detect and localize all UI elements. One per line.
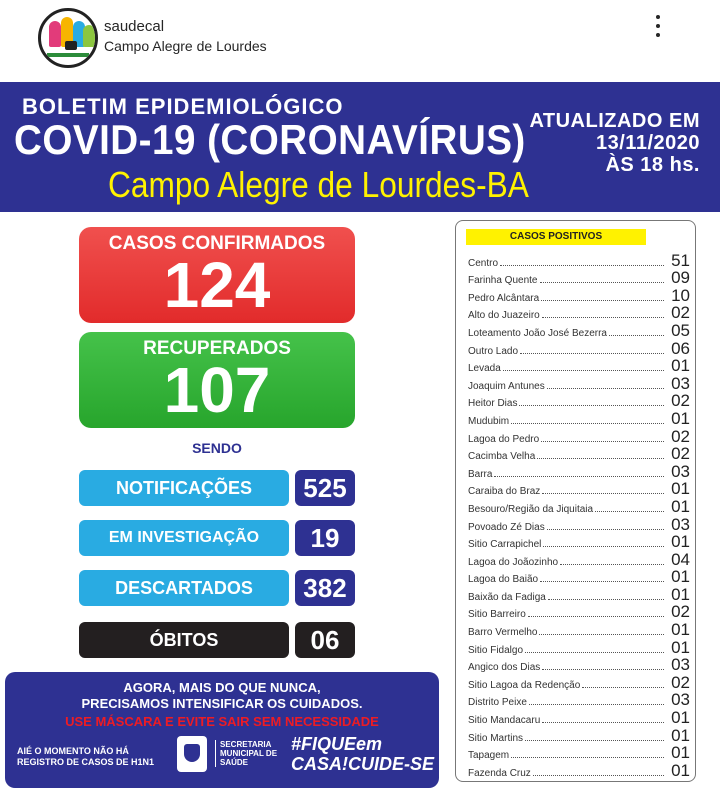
more-options-icon[interactable]	[650, 12, 666, 44]
dot-leader	[520, 353, 664, 354]
dot-leader	[511, 757, 664, 758]
hashtag-line-1: #FIQUEem	[291, 734, 383, 754]
list-item	[468, 251, 690, 269]
dot-leader	[542, 722, 664, 723]
list-item	[468, 515, 690, 533]
list-item	[468, 357, 690, 375]
post-location[interactable]: Campo Alegre de Lourdes	[104, 38, 267, 54]
investigation-label: EM INVESTIGAÇÃO	[79, 520, 289, 556]
case-count: 03	[671, 655, 690, 675]
account-avatar[interactable]	[38, 8, 98, 68]
positive-cases-panel	[455, 220, 696, 782]
locality-name: Fazenda Cruz	[468, 767, 531, 779]
health-dept-line-3: SAÚDE	[220, 758, 249, 767]
dot-leader	[609, 335, 664, 336]
case-count: 02	[671, 444, 690, 464]
case-count: 01	[671, 760, 690, 780]
case-count: 05	[671, 320, 690, 340]
locality-name: Sitio Mandacaru	[468, 715, 541, 727]
dot-leader	[541, 441, 664, 442]
notifications-label: NOTIFICAÇÕES	[79, 470, 289, 506]
hashtag-line-2: CASA!CUIDE-SE	[291, 754, 435, 774]
h1n1-notice	[17, 746, 154, 768]
dot-leader	[540, 282, 665, 283]
list-item	[468, 374, 690, 392]
locality-name: Sitio Barreiro	[468, 609, 526, 621]
logo-figure-icon	[83, 25, 95, 47]
dot-leader	[525, 652, 664, 653]
campaign-line-2: PRECISAMOS INTENSIFICAR OS CUIDADOS.	[81, 696, 363, 711]
h1n1-line-1: AIÉ O MOMENTO NÃO HÁ	[17, 746, 129, 756]
municipal-seal-icon	[177, 736, 207, 772]
case-count: 01	[671, 708, 690, 728]
dot-leader	[560, 564, 664, 565]
list-item	[468, 339, 690, 357]
locality-name: Sitio Carrapichel	[468, 539, 542, 551]
case-count: 01	[671, 408, 690, 428]
case-count: 03	[671, 690, 690, 710]
locality-name: Lagoa do Baião	[468, 574, 539, 586]
locality-name: Loteamento João José Bezerra	[468, 327, 607, 339]
dot-leader	[500, 265, 664, 266]
list-item	[468, 620, 690, 638]
dot-leader	[494, 476, 664, 477]
locality-name: Cacimba Velha	[468, 451, 536, 463]
case-count: 02	[671, 672, 690, 692]
case-count: 04	[671, 549, 690, 569]
campaign-line-3: USE MÁSCARA E EVITE SAIR SEM NECESSIDADE	[65, 714, 379, 729]
case-count: 09	[671, 268, 690, 288]
logo-figure-icon	[49, 21, 61, 47]
locality-name: Alto do Juazeiro	[468, 310, 540, 322]
locality-name: Joaquim Antunes	[468, 380, 545, 392]
health-department	[215, 740, 277, 767]
list-item	[468, 603, 690, 621]
health-dept-line-1: SECRETARIA	[220, 740, 272, 749]
dot-leader	[543, 546, 664, 547]
list-item	[468, 708, 690, 726]
dot-leader	[582, 687, 664, 688]
locality-name: Outro Lado	[468, 345, 519, 357]
list-item	[468, 533, 690, 551]
locality-name: Sitio Fidalgo	[468, 644, 524, 656]
locality-name: Povoado Zé Dias	[468, 521, 545, 533]
locality-name: Levada	[468, 363, 501, 375]
dot-leader	[542, 493, 664, 494]
dot-leader	[511, 423, 664, 424]
list-item	[468, 585, 690, 603]
case-count: 03	[671, 373, 690, 393]
logo-tv-icon	[65, 41, 77, 50]
notifications-value: 525	[295, 470, 355, 506]
case-count: 01	[671, 637, 690, 657]
locality-name: Sitio Martins	[468, 732, 524, 744]
locality-name: Centro	[468, 257, 499, 269]
list-item	[468, 638, 690, 656]
list-item	[468, 269, 690, 287]
dot-leader	[528, 616, 664, 617]
list-item	[468, 568, 690, 586]
case-count: 01	[671, 743, 690, 763]
dot-leader	[537, 458, 664, 459]
locality-name: Sitio Lagoa da Redenção	[468, 679, 581, 691]
health-dept-line-2: MUNICIPAL DE	[220, 749, 278, 758]
list-item	[468, 462, 690, 480]
bulletin-city: Campo Alegre de Lourdes-BA	[108, 164, 529, 205]
dot-leader	[529, 704, 664, 705]
confirmed-label: CASOS CONFIRMADOS	[108, 233, 326, 254]
investigation-value: 19	[295, 520, 355, 556]
list-item	[468, 480, 690, 498]
list-item	[468, 286, 690, 304]
case-count: 01	[671, 496, 690, 516]
h1n1-line-2: REGISTRO DE CASOS DE H1N1	[17, 757, 155, 767]
case-count: 01	[671, 532, 690, 552]
dot-leader	[595, 511, 664, 512]
updated-label: ATUALIZADO EM	[529, 110, 700, 132]
list-item	[468, 673, 690, 691]
locality-name: Baixão da Fadiga	[468, 591, 546, 603]
positive-cases-list	[468, 251, 690, 779]
case-count: 06	[671, 338, 690, 358]
recovered-value: 107	[163, 354, 271, 426]
dot-leader	[542, 669, 664, 670]
updated-time: ÀS 18 hs.	[605, 154, 700, 176]
list-item	[468, 409, 690, 427]
list-item	[468, 497, 690, 515]
case-count: 02	[671, 602, 690, 622]
campaign-box	[5, 672, 439, 788]
list-item	[468, 445, 690, 463]
case-count: 01	[671, 356, 690, 376]
bulletin-subtitle: BOLETIM EPIDEMIOLÓGICO	[22, 94, 344, 119]
list-item	[468, 427, 690, 445]
post-header	[0, 0, 720, 82]
locality-name: Lagoa do Pedro	[468, 433, 540, 445]
deaths-value: 06	[295, 622, 355, 658]
locality-name: Caraiba do Braz	[468, 486, 541, 498]
dot-leader	[540, 581, 664, 582]
dot-leader	[548, 599, 664, 600]
bulletin-title: COVID-19 (CORONAVÍRUS)	[14, 116, 526, 163]
dot-leader	[525, 740, 664, 741]
case-count: 02	[671, 426, 690, 446]
campaign-line-1: AGORA, MAIS DO QUE NUNCA,	[123, 680, 321, 695]
list-item	[468, 691, 690, 709]
case-count: 51	[671, 250, 690, 270]
recovered-label: RECUPERADOS	[143, 338, 291, 359]
list-item	[468, 656, 690, 674]
dot-leader	[533, 775, 664, 776]
stay-home-hashtag	[291, 734, 434, 774]
case-count: 03	[671, 461, 690, 481]
sendo-label: SENDO	[192, 440, 242, 456]
case-count: 01	[671, 479, 690, 499]
case-count: 02	[671, 303, 690, 323]
dot-leader	[539, 634, 664, 635]
dot-leader	[542, 317, 664, 318]
locality-name: Barro Vermelho	[468, 627, 538, 639]
locality-name: Pedro Alcântara	[468, 292, 540, 304]
case-count: 01	[671, 620, 690, 640]
locality-name: Lagoa do Joãozinho	[468, 556, 559, 568]
dot-leader	[519, 405, 664, 406]
case-count: 10	[671, 285, 690, 305]
confirmed-value: 124	[163, 249, 271, 321]
locality-name: Mudubim	[468, 415, 510, 427]
account-name[interactable]: saudecal	[104, 18, 165, 35]
case-count: 01	[671, 584, 690, 604]
recovered-box	[79, 332, 355, 428]
deaths-label: ÓBITOS	[79, 622, 289, 658]
list-item	[468, 392, 690, 410]
dot-leader	[503, 370, 664, 371]
case-count: 01	[671, 725, 690, 745]
dot-leader	[547, 529, 664, 530]
locality-name: Farinha Quente	[468, 275, 538, 287]
locality-name: Heitor Dias	[468, 398, 518, 410]
dot-leader	[541, 300, 664, 301]
list-item	[468, 321, 690, 339]
list-item	[468, 744, 690, 762]
case-count: 01	[671, 567, 690, 587]
confirmed-cases-box	[79, 227, 355, 323]
locality-name: Tapagem	[468, 750, 510, 762]
positive-cases-title: CASOS POSITIVOS	[466, 229, 646, 245]
locality-name: Distrito Peixe	[468, 697, 527, 709]
case-count: 02	[671, 391, 690, 411]
discarded-value: 382	[295, 570, 355, 606]
list-item	[468, 726, 690, 744]
list-item	[468, 550, 690, 568]
list-item	[468, 304, 690, 322]
dot-leader	[547, 388, 664, 389]
locality-name: Barra	[468, 468, 493, 480]
locality-name: Besouro/Região da Jiquitaia	[468, 503, 594, 515]
updated-info	[510, 110, 700, 176]
list-item	[468, 761, 690, 779]
updated-date: 13/11/2020	[596, 132, 700, 154]
case-count: 03	[671, 514, 690, 534]
logo-base	[47, 53, 89, 57]
locality-name: Angico dos Dias	[468, 662, 541, 674]
bulletin-banner	[0, 82, 720, 212]
discarded-label: DESCARTADOS	[79, 570, 289, 606]
